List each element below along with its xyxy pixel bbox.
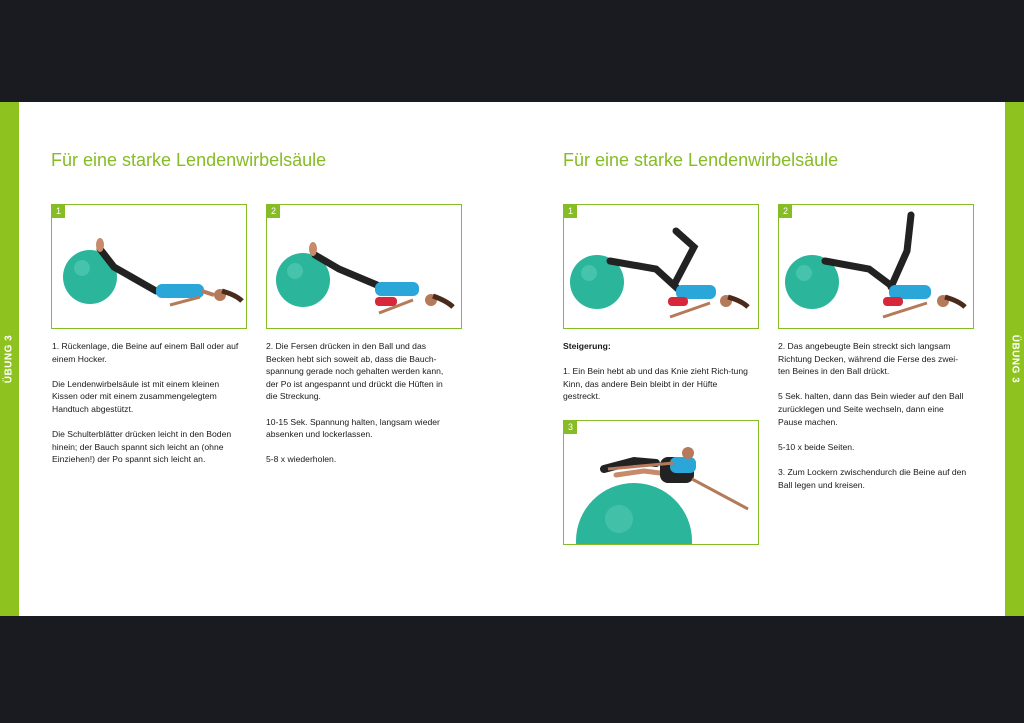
right-page-column-2 (778, 340, 968, 504)
paragraph: Die Lendenwirbelsäule ist mit einem kleinen Kissen oder mit einem zusammengelegtem Handtuch abgestützt. (52, 378, 220, 414)
exercise-illustration (564, 421, 759, 545)
exercise-illustration (779, 205, 974, 329)
left-sidebar (0, 102, 19, 616)
left-page-column-1 (52, 340, 242, 479)
photo-number: 2 (779, 205, 792, 218)
photo-number: 3 (564, 421, 577, 434)
left-page-title: Für eine starke Lendenwirbelsäule (51, 150, 327, 170)
photo-number: 1 (52, 205, 65, 218)
paragraph: Die Schulterblätter drücken leicht in den Boden hinein; der Bauch spannt sich leicht an (ohne Einziehen!) der Po spannt sich leicht an. (52, 429, 232, 465)
right-photo-2 (778, 204, 974, 329)
photo-number: 2 (267, 205, 280, 218)
paragraph: 1. Ein Bein hebt ab und das Knie zieht Rich-tung Kinn, das andere Bein bleibt in der Hüfte gestreckt. (563, 366, 748, 402)
left-photo-1 (51, 204, 247, 329)
steigerung-heading: Steigerung: (563, 341, 611, 351)
paragraph: 5-8 x wiederholen. (266, 454, 337, 465)
brochure-spread (0, 102, 1024, 616)
paragraph: 5-10 x beide Seiten. (778, 441, 855, 452)
exercise-illustration (564, 205, 759, 329)
left-photo-2 (266, 204, 462, 329)
paragraph: 2. Die Fersen drücken in den Ball und das Becken hebt sich soweit ab, dass die Bauch-spannung gerade noch gehalten werden kann, der Po ist angespannt und drückt die Hüften in die Streckung. (266, 341, 444, 402)
right-photo-3 (563, 420, 759, 545)
paragraph: 5 Sek. halten, dann das Bein wieder auf den Ball zurücklegen und Seite wechseln, dann eine Pause machen. (778, 391, 964, 427)
paragraph: 2. Das angebeugte Bein streckt sich langsam Richtung Decken, während die Ferse des zwei-ten Beines in den Ball drückt. (778, 341, 959, 377)
paragraph: 10-15 Sek. Spannung halten, langsam wieder absenken und lockerlassen. (266, 416, 440, 440)
right-photo-1 (563, 204, 759, 329)
left-page-column-2 (266, 340, 456, 479)
right-sidebar (1005, 102, 1024, 616)
paragraph: 1. Rückenlage, die Beine auf einem Ball oder auf einem Hocker. (52, 341, 239, 364)
exercise-illustration (267, 205, 462, 329)
right-page-title: Für eine starke Lendenwirbelsäule (563, 150, 839, 170)
left-sidebar-label: ÜBUNG 3 (3, 334, 15, 384)
paragraph: 3. Zum Lockern zwischendurch die Beine auf den Ball legen und kreisen. (778, 466, 967, 490)
photo-number: 1 (564, 205, 577, 218)
exercise-illustration (52, 205, 247, 329)
right-sidebar-label: ÜBUNG 3 (1009, 334, 1021, 384)
right-page-column-1 (563, 340, 753, 416)
